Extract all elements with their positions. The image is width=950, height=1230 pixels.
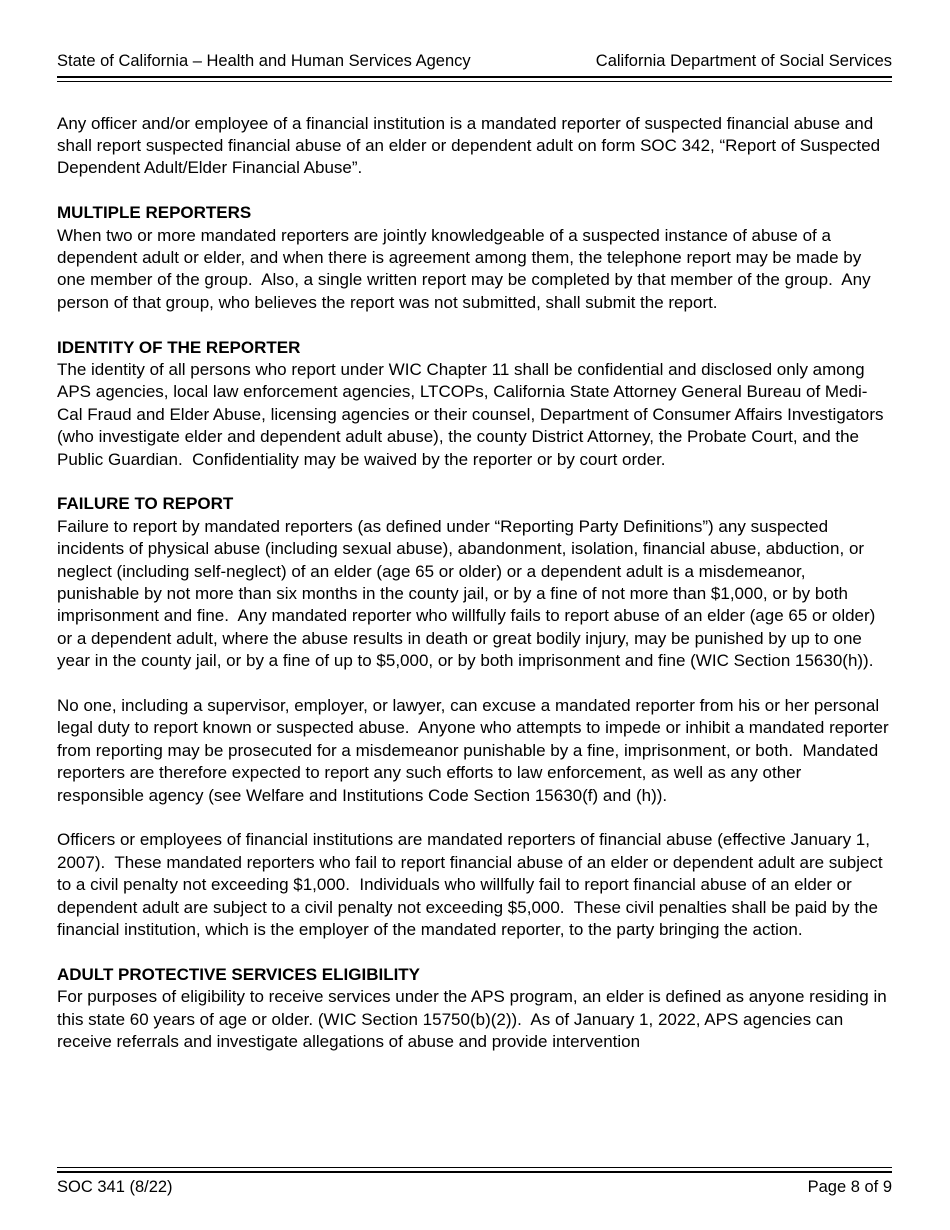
page-header (57, 51, 892, 71)
footer-double-rule (57, 1167, 892, 1173)
header-double-rule (57, 76, 892, 82)
header-department-right: California Department of Social Services (595, 52, 892, 70)
section-paragraph: When two or more mandated reporters are jointly knowledgeable of a suspected instance of abuse of a dependent adult or elder, and when there is agreement among them, the telephone report may be made by one member of the group. Also, a single written report may be completed by that member of the group. Any person of that group, who believes the report was not submitted, shall submit the report. (57, 225, 876, 312)
section-heading: FAILURE TO REPORT (57, 494, 234, 514)
footer-page-number: Page 8 of 9 (807, 1177, 892, 1196)
section-paragraph: Failure to report by mandated reporters (as defined under “Reporting Party Definitions”) any suspected incidents of physical abuse (including sexual abuse), abandonment, isolation, financial abuse, abduction, or neglect (including self-neglect) of an elder (age 65 or older) or a dependent adult is a misdemeanor, punishable by not more than six months in the county jail, or by a fine of not more than $1,000, or by both imprisonment and fine. Any mandated reporter who willfully fails to report abuse of an elder (age 65 or older) or a dependent adult, where the abuse results in death or great bodily injury, may be punished by up to one year in the county jail, or by a fine of up to $5,000, or by both imprisonment and fine (WIC Section 15630(h)). (57, 516, 881, 671)
section-paragraph: The identity of all persons who report under WIC Chapter 11 shall be confidential and disclosed only among APS agencies, local law enforcement agencies, LTCOPs, California State Attorney General Bureau of Medi-Cal Fraud and Elder Abuse, licensing agencies or their counsel, Department of Consumer Affairs Investigators (who investigate elder and dependent adult abuse), the county District Attorney, the Probate Court, and the Public Guardian. Confidentiality may be waived by the reporter or by court order. (57, 359, 889, 469)
document-body (57, 113, 892, 1054)
section-paragraph: For purposes of eligibility to receive services under the APS program, an elder is defined as anyone residing in this state 60 years of age or older. (WIC Section 15750(b)(2)). As of January 1, 2022, APS agencies can receive referrals and investigate allegations of abuse and provide intervention (57, 987, 892, 1052)
section-paragraph: No one, including a supervisor, employer, or lawyer, can excuse a mandated reporter from his or her personal legal duty to report known or suspected abuse. Anyone who attempts to impede or inhibit a mandated reporter from reporting may be prosecuted for a misdemeanor punishable by a fine, imprisonment, or both. Mandated reporters are therefore expected to report any such efforts to law enforcement, as well as any other responsible agency (see Welfare and Institutions Code Section 15630(f) and (h)). (57, 696, 894, 805)
section-paragraph: Officers or employees of financial institutions are mandated reporters of financial abuse (effective January 1, 2007). These mandated reporters who fail to report financial abuse of an elder or dependent adult are subject to a civil penalty not exceeding $1,000. Individuals who willfully fail to report financial abuse of an elder or dependent adult are subject to a civil penalty not exceeding $5,000. These civil penalties shall be paid by the financial institution, which is the employer of the mandated reporter, to the party bringing the action. (57, 830, 888, 940)
section-multiple-reporters (57, 202, 892, 314)
section-heading: ADULT PROTECTIVE SERVICES ELIGIBILITY (57, 964, 421, 984)
section-heading: MULTIPLE REPORTERS (57, 203, 252, 223)
page-footer (57, 1167, 892, 1197)
section-heading: IDENTITY OF THE REPORTER (57, 337, 301, 357)
section-aps-eligibility (57, 964, 892, 1054)
intro-paragraph: Any officer and/or employee of a financial institution is a mandated reporter of suspected financial abuse and shall report suspected financial abuse of an elder or dependent adult on form SOC 342, “Report of Suspected Dependent Adult/Elder Financial Abuse”. (57, 113, 885, 178)
header-agency-left: State of California – Health and Human Services Agency (57, 52, 471, 70)
section-intro (57, 113, 892, 180)
section-identity-of-reporter (57, 337, 892, 471)
footer-form-number: SOC 341 (8/22) (57, 1177, 173, 1196)
section-failure-to-report (57, 493, 892, 941)
